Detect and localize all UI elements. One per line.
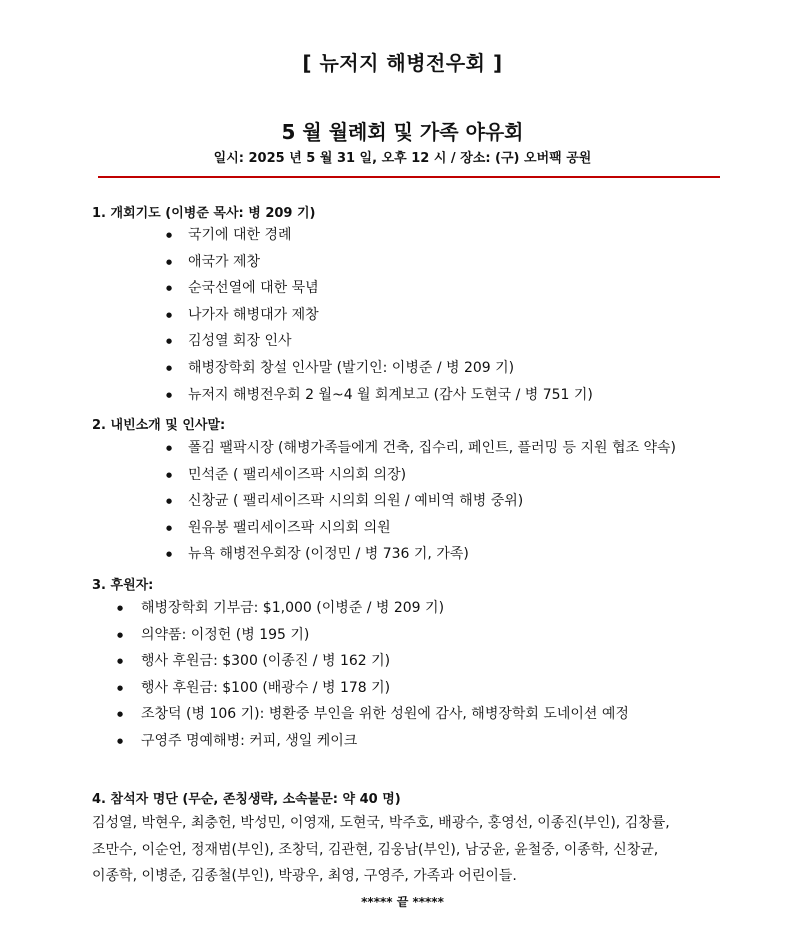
attendee-line: 조만수, 이순언, 정재범(부인), 조창덕, 김관현, 김웅남(부인), 남궁윤, 윤철중, 이종학, 신창균, bbox=[92, 841, 659, 858]
section-3-list bbox=[141, 595, 629, 755]
section-2-heading: 2. 내빈소개 및 인사말: bbox=[92, 418, 226, 433]
list-item: ● 김성열 회장 인사 bbox=[188, 328, 593, 355]
organization-title: [ 뉴저지 해병전우회 ] bbox=[302, 51, 503, 75]
section-1-heading: 1. 개회기도 (이병준 목사: 병 209 기) bbox=[92, 206, 316, 221]
event-date-location: 일시: 2025 년 5 월 31 일, 오후 12 시 / 장소: (구) 오버팩 공원 bbox=[213, 151, 592, 166]
list-item: ● 행사 후원금: $100 (배광수 / 병 178 기) bbox=[141, 675, 629, 702]
list-item: ● 폴김 팰팍시장 (해병가족들에게 건축, 집수리, 페인트, 플러밍 등 지원 협조 약속) bbox=[188, 435, 676, 462]
list-item: ● 조창덕 (병 106 기): 병환중 부인을 위한 성원에 감사, 해병장학회 도네이션 예정 bbox=[141, 701, 629, 728]
list-item: ● 해병장학회 창설 인사말 (발기인: 이병준 / 병 209 기) bbox=[188, 355, 593, 382]
list-item: ● 의약품: 이정헌 (병 195 기) bbox=[141, 622, 629, 649]
divider-line bbox=[98, 176, 720, 178]
section-4-heading: 4. 참석자 명단 (무순, 존칭생략, 소속불문: 약 40 명) bbox=[92, 792, 401, 807]
list-item: ● 해병장학회 기부금: $1,000 (이병준 / 병 209 기) bbox=[141, 595, 629, 622]
end-marker: ***** 끝 ***** bbox=[361, 895, 444, 909]
attendee-line: 김성열, 박현우, 최충헌, 박성민, 이영재, 도현국, 박주호, 배광수, 홍영선, 이종진(부인), 김창률, bbox=[92, 815, 670, 831]
list-item: ● 행사 후원금: $300 (이종진 / 병 162 기) bbox=[141, 648, 629, 675]
list-item: ● 국기에 대한 경례 bbox=[188, 222, 593, 249]
list-item: ● 원유봉 팰리세이즈팍 시의회 의원 bbox=[188, 515, 676, 542]
list-item: ● 애국가 제창 bbox=[188, 249, 593, 276]
attendee-line: 이종학, 이병준, 김종철(부인), 박광우, 최영, 구영주, 가족과 어린이들. bbox=[92, 868, 517, 884]
list-item: ● 구영주 명예해병: 커피, 생일 케이크 bbox=[141, 728, 629, 755]
list-item: ● 뉴저지 해병전우회 2 월~4 월 회계보고 (감사 도현국 / 병 751 기) bbox=[188, 382, 593, 409]
list-item: ● 뉴욕 해병전우회장 (이정민 / 병 736 기, 가족) bbox=[188, 541, 676, 568]
attendee-list bbox=[92, 810, 732, 890]
list-item: ● 신창균 ( 팰리세이즈팍 시의회 의원 / 예비역 해병 중위) bbox=[188, 488, 676, 515]
section-3-heading: 3. 후원자: bbox=[92, 578, 154, 593]
document-title: 5 월 월례회 및 가족 야유회 bbox=[281, 120, 524, 144]
section-2-list bbox=[188, 435, 676, 568]
list-item: ● 민석준 ( 팰리세이즈팍 시의회 의장) bbox=[188, 462, 676, 489]
list-item: ● 나가자 해병대가 제창 bbox=[188, 302, 593, 329]
list-item: ● 순국선열에 대한 묵념 bbox=[188, 275, 593, 302]
section-1-list bbox=[188, 222, 593, 408]
